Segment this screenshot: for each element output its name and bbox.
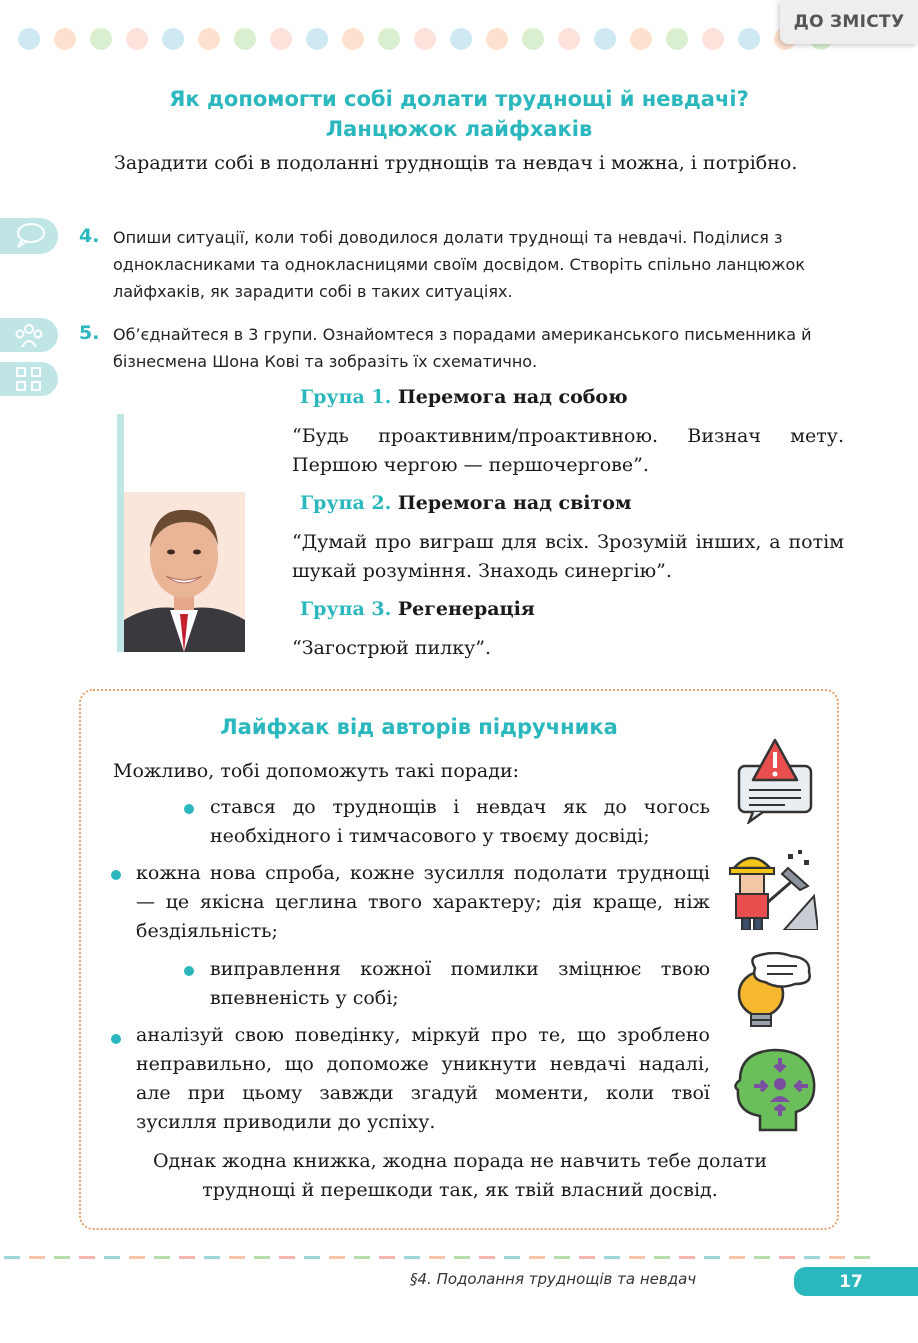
group-icon [0,318,58,352]
lifehack-bullet-4: аналізуй свою поведінку, міркуй про те, що зроблено неправильно, що допоможе уникнути невдачі надалі, але при цьому завжди згадуй моменти, коли твої зусилля приводили до успіху. [136,1024,710,1133]
lifehack-bullet-1: стався до труднощів і невдач як до чогось необхідного і тимчасового у твоєму досвіді; [210,796,710,847]
heading-line-1: Як допомогти собі долати труднощі й невдачі? [169,87,749,111]
group-1-title [300,386,628,408]
bullet-dot [111,1034,121,1044]
bottom-divider [0,1256,918,1260]
group-2-title [300,492,631,514]
group-2-label: Група 2. [300,492,392,514]
group-2-quote: “Думай про виграш для всіх. Зрозумій інших, а потім шукай розуміння. Знаходь синергію”. [292,531,844,582]
task-number-4: 4. [79,225,100,247]
task-text-4: Опиши ситуації, коли тобі доводилося долати труднощі та невдачі. Поділися з однокласниками та однокласницями своїм досвідом. Створіть спільно ланцюжок лайфхаків, як зарадити собі в таких ситуаціях. [113,228,806,301]
group-1-label: Група 1. [300,386,392,408]
head-focus-icon [730,1046,818,1136]
bullet-dot [184,966,194,976]
lifehack-bullet-3: виправлення кожної помилки зміцнює твою впевненість у собі; [210,958,710,1009]
group-3-quote: “Загострюй пилку”. [292,637,492,659]
quote-bar [117,414,124,652]
group-2-name: Перемога над світом [397,492,632,514]
group-1-name: Перемога над собою [397,386,628,408]
group-3-name: Регенерація [397,598,535,620]
scheme-icon [0,362,58,396]
task-number-5: 5. [79,322,100,344]
lightbulb-idea-icon [735,952,815,1036]
chat-bubbles-icon [0,218,58,254]
group-3-title [300,598,535,620]
lifehack-bullet-2: кожна нова спроба, кожне зусилля подолати труднощі — це якісна цеглина твого характеру; дія краще, ніж бездіяльність; [136,862,710,942]
group-1-quote: “Будь проактивним/проактивною. Визнач мету. Першою чергою — першочергове”. [292,425,844,476]
lifehack-title: Лайфхак від авторів підручника [220,715,618,739]
intro-paragraph: Зарадити собі в подоланні труднощів та невдач і можна, і потрібно. [114,152,798,174]
sean-covey-photo [124,492,245,652]
lifehack-conclusion: Однак жодна книжка, жодна порада не навчить тебе долати труднощі й перешкоди так, як твій власний досвід. [152,1150,768,1201]
footer-section-title: §4. Подолання труднощів та невдач [410,1270,697,1288]
group-3-label: Група 3. [300,598,392,620]
toc-link-button[interactable]: ДО ЗМІСТУ [780,0,918,44]
bullet-dot [184,804,194,814]
bullet-dot [111,870,121,880]
page-number: 17 [794,1267,918,1296]
section-heading [0,84,918,144]
decorative-dots [18,28,832,50]
heading-line-2: Ланцюжок лайфхаків [325,117,593,141]
lifehack-intro: Можливо, тобі допоможуть такі поради: [113,760,520,782]
warning-message-icon [735,738,815,828]
task-text-5: Об’єднайтеся в 3 групи. Ознайомтеся з порадами американського письменника й бізнесмена Шона Кові та зобразіть їх схематично. [113,325,812,371]
construction-worker-icon [728,846,818,934]
